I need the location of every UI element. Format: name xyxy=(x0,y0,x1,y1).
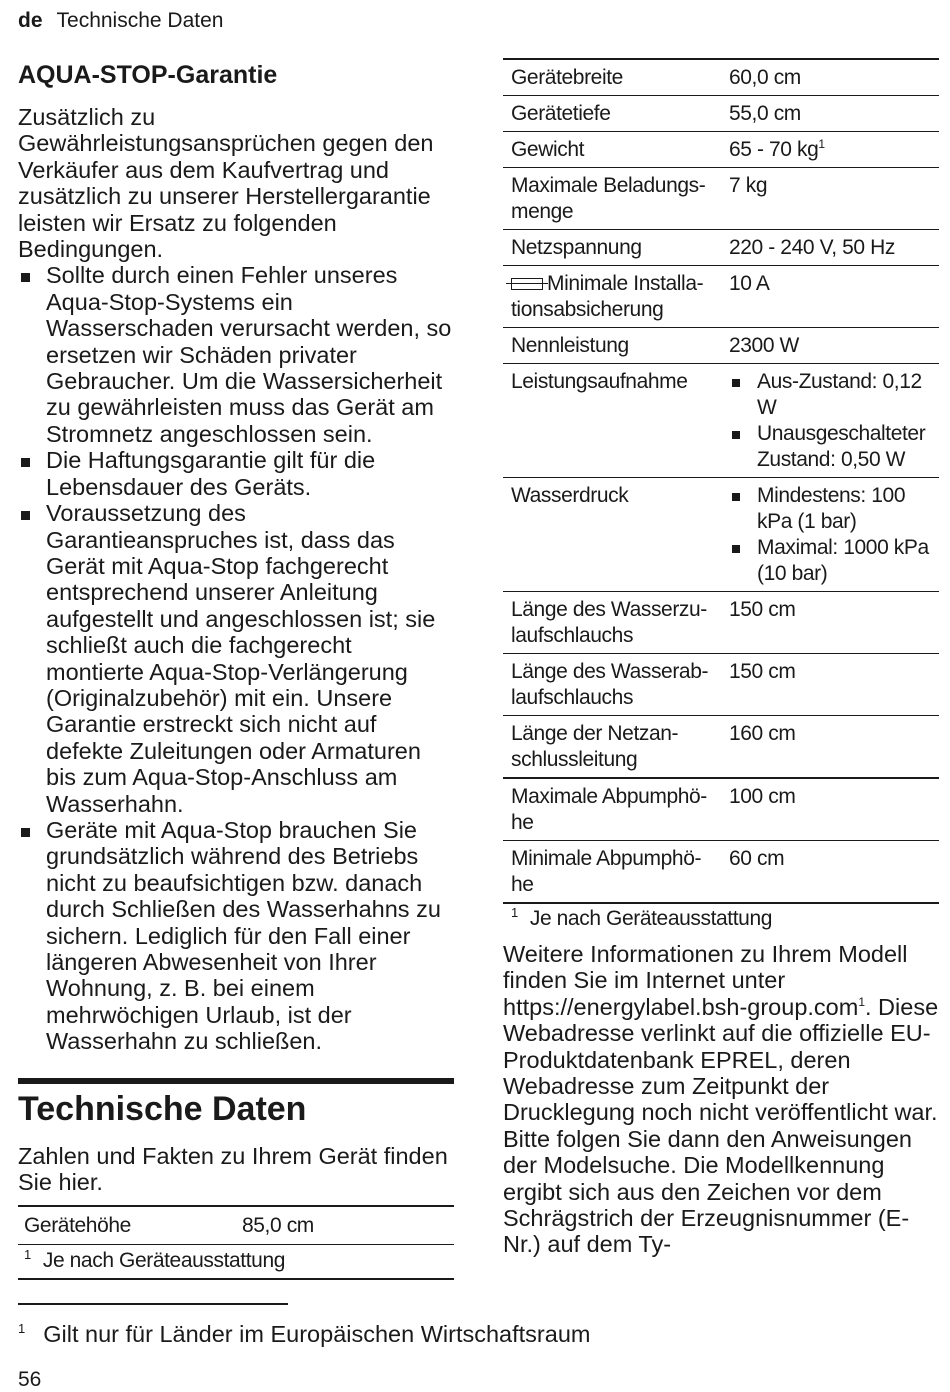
table-row xyxy=(503,230,939,266)
header-title: Technische Daten xyxy=(56,9,224,32)
table-row xyxy=(503,592,939,654)
spec-value: 60,0 cm xyxy=(729,66,801,89)
list-item: Mindestens: 100 kPa (1 bar) xyxy=(729,483,933,535)
spec-label: Länge des Wasserzu- laufschlauchs xyxy=(511,598,707,647)
list-item: Unausgeschalteter Zustand: 0,50 W xyxy=(729,421,933,473)
footnote-mark: 1 xyxy=(18,1321,26,1337)
table-row xyxy=(503,168,939,230)
info-paragraph xyxy=(503,941,943,1258)
spec-label: Länge der Netzan- schlussleitung xyxy=(511,722,679,771)
spec-value: 150 cm xyxy=(729,598,796,621)
footnote-divider xyxy=(18,1303,288,1305)
aqua-stop-bullet-list xyxy=(18,262,454,1054)
page-footnote xyxy=(18,1320,590,1348)
footnote-text: Je nach Geräteausstattung xyxy=(529,907,773,930)
spec-label: Wasserdruck xyxy=(511,484,629,507)
spec-value: 55,0 cm xyxy=(729,102,801,125)
spec-label: Gerätehöhe xyxy=(24,1214,131,1237)
energylabel-link[interactable]: https://energylabel.bsh-group.com xyxy=(503,993,859,1020)
table-row xyxy=(503,478,939,592)
footnote-mark: 1 xyxy=(24,1247,31,1262)
spec-label: Nennleistung xyxy=(511,334,629,357)
water-pressure-list xyxy=(729,483,933,587)
page-number: 56 xyxy=(18,1368,42,1391)
table-row xyxy=(503,716,939,779)
spec-label: Gerätebreite xyxy=(511,66,623,89)
aqua-stop-section xyxy=(18,58,454,1055)
list-item: Voraussetzung des Garantieanspruches ist, dass das Gerät mit Aqua-Stop fachgerecht entsprechend unserer Anleitung aufgestellt und angeschlossen ist; sie schließt auch die fachgerecht montierte Aqua-Stop-Verlängerung (Originalzubehör) mit ein. Unsere Garantie erstreckt sich nicht auf defekte Zuleitungen oder Armaturen bis zum Aqua-Stop-Anschluss am Wasserhahn. xyxy=(18,500,454,817)
spec-label: Minimale Installa- tionsabsicherung xyxy=(511,272,704,321)
spec-value: 10 A xyxy=(729,272,770,295)
tech-data-intro: Zahlen und Fakten zu Ihrem Gerät finden Sie hier. xyxy=(18,1143,448,1196)
spec-label: Maximale Abpumphö- he xyxy=(511,785,707,834)
spec-value: 160 cm xyxy=(729,722,796,745)
spec-value: 2300 W xyxy=(729,334,799,357)
table-footnote xyxy=(18,1245,454,1278)
info-text-before: Weitere Informationen zu Ihrem Modell finden Sie im Internet unter xyxy=(503,941,908,994)
table-row xyxy=(503,364,939,478)
spec-label: Maximale Beladungs- menge xyxy=(511,174,706,223)
footnote-text: Je nach Geräteausstattung xyxy=(42,1249,286,1272)
footnote-text: Gilt nur für Länder im Europäischen Wirtschaftsraum xyxy=(43,1321,591,1347)
list-item: Geräte mit Aqua-Stop brauchen Sie grundsätzlich während des Betriebs nicht zu beaufsichtigen bzw. danach durch Schließen des Wasserhahns zu sichern. Lediglich für den Fall einer längeren Abwesenheit von Ihrer Wohnung, z. B. bei einem mehrwöchigen Urlaub, ist der Wasserhahn zu schließen. xyxy=(18,817,454,1055)
spec-label: Gewicht xyxy=(511,138,585,161)
table-footnote xyxy=(503,904,939,936)
table-row xyxy=(503,841,939,904)
list-item: Die Haftungsgarantie gilt für die Lebensdauer des Geräts. xyxy=(18,447,454,500)
list-item: Maximal: 1000 kPa (10 bar) xyxy=(729,535,933,587)
page-header xyxy=(18,8,223,34)
info-text-after: . Diese Webadresse verlinkt auf die offizielle EU-Produktdatenbank EPREL, deren Webadresse zum Zeitpunkt der Drucklegung noch nicht veröffentlicht war. Bitte folgen Sie dann den Anweisungen der Modelsuche. Die Modellkennung ergibt sich aus den Zeichen vor dem Schrägstrich der Erzeugnisnummer (E-Nr.) auf dem Ty- xyxy=(503,993,939,1258)
table-row xyxy=(503,654,939,716)
height-table xyxy=(18,1205,454,1280)
spec-label: Länge des Wasserab- laufschlauchs xyxy=(511,660,709,709)
aqua-stop-intro: Zusätzlich zu Gewährleistungsansprüchen gegen den Verkäufer aus dem Kaufvertrag und zusätzlich zu unserer Herstellergarantie leisten wir Ersatz zu folgenden Bedingungen. xyxy=(18,104,434,263)
section-divider xyxy=(18,1078,454,1084)
spec-value: 100 cm xyxy=(729,785,796,808)
list-item: Aus-Zustand: 0,12 W xyxy=(729,369,933,421)
spec-value: 60 cm xyxy=(729,847,785,870)
footnote-mark: 1 xyxy=(858,994,865,1009)
table-row xyxy=(18,1207,454,1245)
weight-value: 65 - 70 kg xyxy=(729,138,819,161)
spec-label: Minimale Abpumphö- he xyxy=(511,847,702,896)
table-row xyxy=(503,132,939,168)
spec-table xyxy=(503,58,939,936)
table-row xyxy=(503,266,939,328)
table-row xyxy=(503,779,939,841)
spec-label: Netzspannung xyxy=(511,236,642,259)
list-item: Sollte durch einen Fehler unseres Aqua-Stop-Systems ein Wasserschaden verursacht werden, so ersetzen wir Schäden privater Gebraucher. Um die Wassersicherheit zu gewährleisten muss das Gerät am Stromnetz angeschlossen sein. xyxy=(18,262,454,447)
spec-label: Leistungsaufnahme xyxy=(511,370,688,393)
table-row xyxy=(503,328,939,364)
footnote-mark: 1 xyxy=(511,905,518,920)
spec-value xyxy=(729,137,933,163)
fuse-icon xyxy=(511,278,543,290)
footnote-mark: 1 xyxy=(818,137,825,151)
aqua-stop-heading: AQUA-STOP-Garantie xyxy=(18,61,278,89)
table-row xyxy=(503,96,939,132)
spec-value: 220 - 240 V, 50 Hz xyxy=(729,236,895,259)
spec-value: 150 cm xyxy=(729,660,796,683)
language-code: de xyxy=(18,9,43,32)
spec-label: Gerätetiefe xyxy=(511,102,611,125)
tech-data-heading: Technische Daten xyxy=(18,1090,307,1128)
table-row xyxy=(503,60,939,96)
spec-value: 7 kg xyxy=(729,174,768,197)
spec-value: 85,0 cm xyxy=(242,1214,314,1237)
power-consumption-list xyxy=(729,369,933,473)
